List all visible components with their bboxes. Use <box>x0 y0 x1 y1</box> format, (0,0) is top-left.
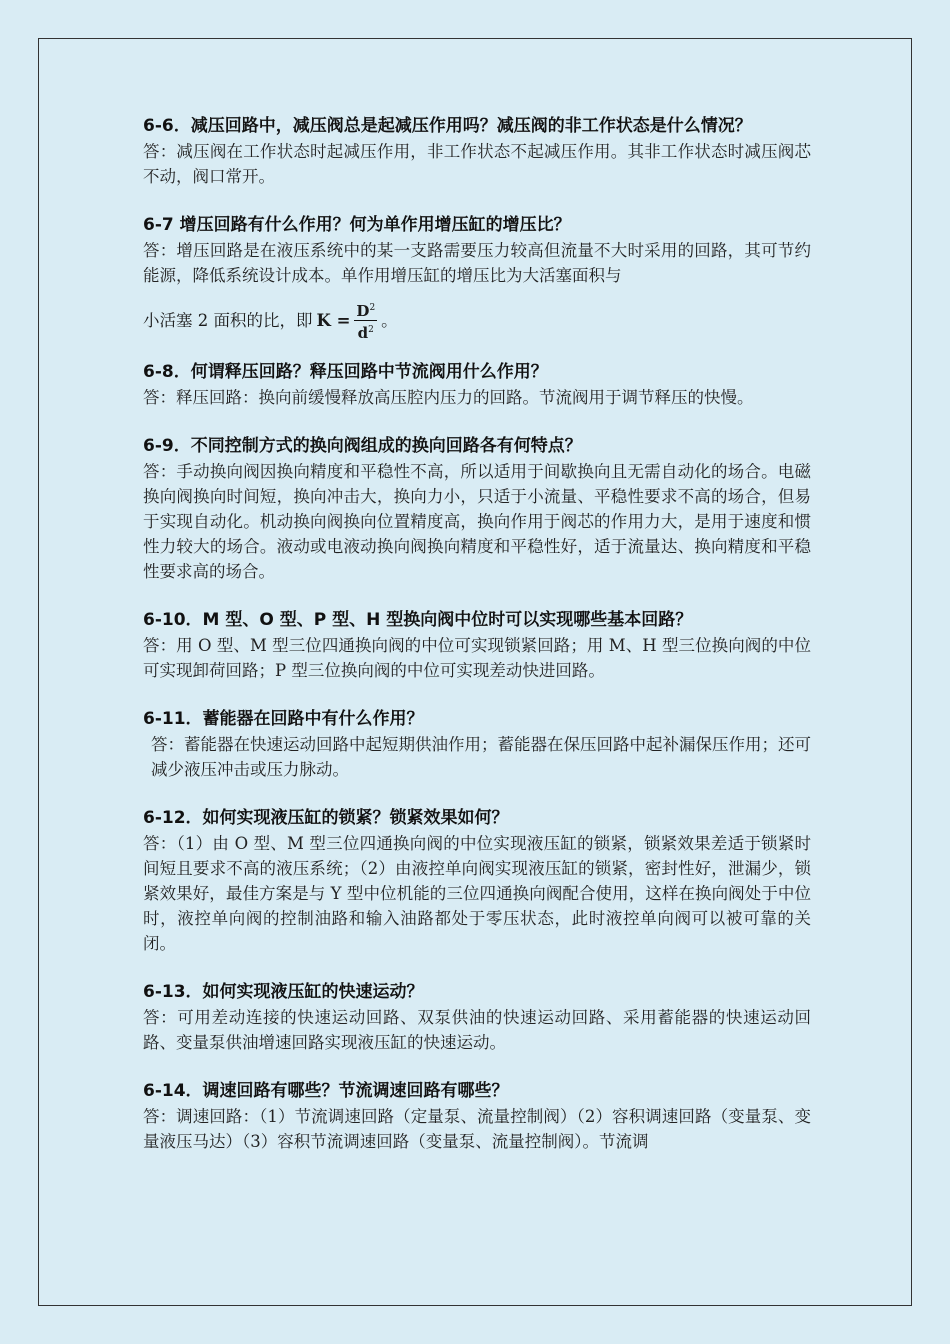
answer-text: 答：用 O 型、M 型三位四通换向阀的中位可实现锁紧回路；用 M、H 型三位换向阀的中位可实现卸荷回路；P 型三位换向阀的中位可实现差动快进回路。 <box>143 636 811 680</box>
formula-numerator: $D^2$ <box>354 299 377 321</box>
formula-prefix: 小活塞 2 面积的比，即 <box>143 310 313 330</box>
qa-item <box>143 707 811 782</box>
answer-text: 答：手动换向阀因换向精度和平稳性不高，所以适用于间歇换向且无需自动化的场合。电磁换向阀换向时间短，换向冲击大，换向力小，只适于小流量、平稳性要求不高的场合，但易于实现自动化。机动换向阀换向位置精度高，换向作用于阀芯的作用力大，是用于速度和惯性力较大的场合。液动或电液动换向阀换向精度和平稳性好，适于流量达、换向精度和平稳性要求高的场合。 <box>143 462 811 581</box>
answer-text: 答：可用差动连接的快速运动回路、双泵供油的快速运动回路、采用蓄能器的快速运动回路、变量泵供油增速回路实现液压缸的快速运动。 <box>143 1008 811 1052</box>
answer-text: 答：（1）由 O 型、M 型三位四通换向阀的中位实现液压缸的锁紧，锁紧效果差适于锁紧时间短且要求不高的液压系统；（2）由液控单向阀实现液压缸的锁紧，密封性好，泄漏少，锁紧效果好，最佳方案是与 Y 型中位机能的三位四通换向阀配合使用，这样在换向阀处于中位时，液控单向阀的控制油路和输入油路都处于零压状态，此时液控单向阀可以被可靠的关闭。 <box>143 834 811 953</box>
answer-text: 答：调速回路：（1）节流调速回路（定量泵、流量控制阀）（2）容积调速回路（变量泵、变量液压马达）（3）容积节流调速回路（变量泵、流量控制阀）。节流调 <box>143 1107 811 1151</box>
qa-item <box>143 980 811 1055</box>
qa-item <box>143 1079 811 1154</box>
formula-denominator: $d^2$ <box>357 323 374 342</box>
formula-fraction <box>354 299 377 342</box>
question-heading: 6-8．何谓释压回路？释压回路中节流阀用什么作用？ <box>143 362 548 382</box>
question-heading: 6-11．蓄能器在回路中有什么作用？ <box>143 709 424 729</box>
document-body <box>143 114 811 1178</box>
answer-text: 答：释压回路：换向前缓慢释放高压腔内压力的回路。节流阀用于调节释压的快慢。 <box>143 388 754 407</box>
qa-item <box>143 434 811 584</box>
answer-text: 答：增压回路是在液压系统中的某一支路需要压力较高但流量不大时采用的回路，其可节约能源，降低系统设计成本。单作用增压缸的增压比为大活塞面积与 <box>143 241 811 285</box>
qa-item <box>143 360 811 410</box>
question-heading: 6-12．如何实现液压缸的锁紧？锁紧效果如何？ <box>143 808 509 828</box>
qa-item <box>143 806 811 956</box>
answer-text: 答：减压阀在工作状态时起减压作用，非工作状态不起减压作用。其非工作状态时减压阀芯不动，阀口常开。 <box>143 142 811 186</box>
question-heading: 6-13．如何实现液压缸的快速运动？ <box>143 982 424 1002</box>
formula-suffix: 。 <box>381 310 398 330</box>
formula-k: K = <box>316 310 351 330</box>
question-heading: 6-10．M 型、O 型、P 型、H 型换向阀中位时可以实现哪些基本回路？ <box>143 610 693 630</box>
formula-line <box>143 298 811 342</box>
qa-item <box>143 608 811 683</box>
qa-item <box>143 213 811 342</box>
question-heading: 6-14．调速回路有哪些？节流调速回路有哪些？ <box>143 1081 509 1101</box>
qa-item <box>143 114 811 189</box>
question-heading: 6-7 增压回路有什么作用？何为单作用增压缸的增压比？ <box>143 215 571 235</box>
question-heading: 6-9．不同控制方式的换向阀组成的换向回路各有何特点？ <box>143 436 582 456</box>
question-heading: 6-6．减压回路中，减压阀总是起减压作用吗？减压阀的非工作状态是什么情况？ <box>143 116 752 136</box>
answer-text: 答：蓄能器在快速运动回路中起短期供油作用；蓄能器在保压回路中起补漏保压作用；还可减少液压冲击或压力脉动。 <box>151 735 811 779</box>
